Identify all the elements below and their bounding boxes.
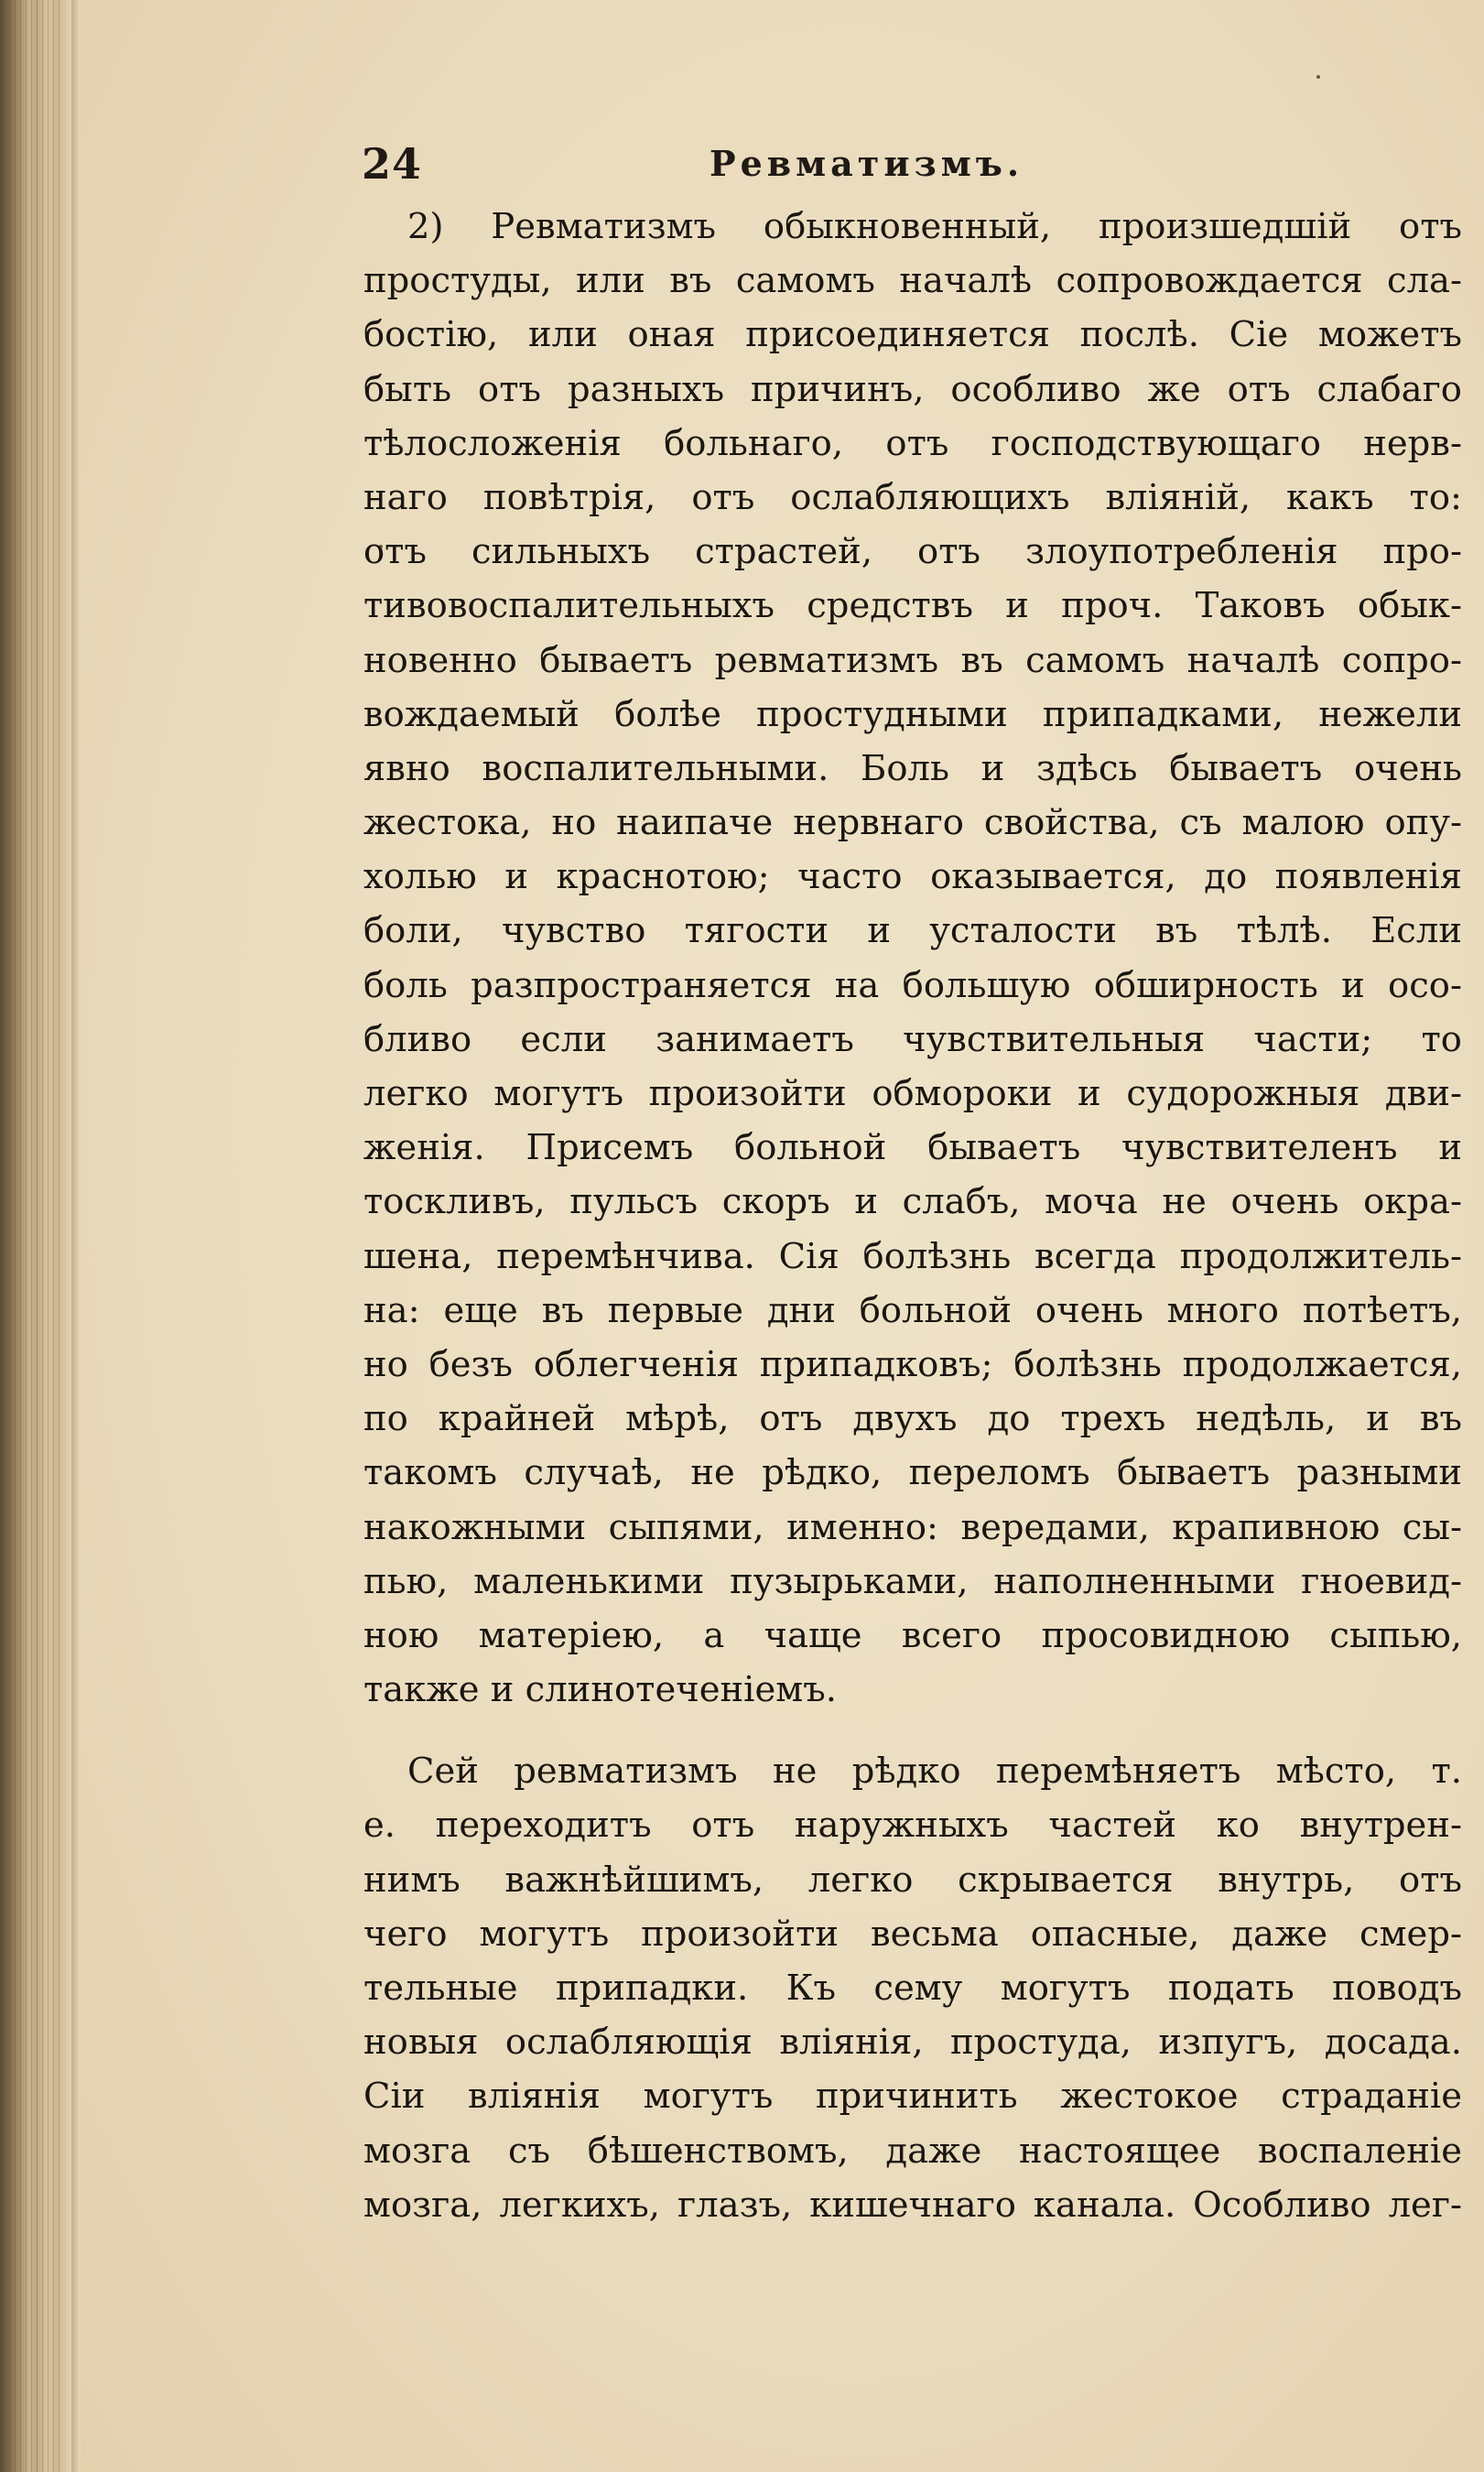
text-line: тельные припадки. Къ сему могутъ подать поводъ <box>363 1968 1462 2009</box>
text-line: явно воспалительными. Боль и здѣсь бываетъ очень <box>363 747 1462 789</box>
text-line: тоскливъ, пульсъ скоръ и слабъ, моча не очень окра‑ <box>363 1181 1462 1223</box>
page-number: 24 <box>362 139 423 189</box>
text-line: наго повѣтрія, отъ ослабляющихъ вліяній, какъ то: <box>363 476 1462 518</box>
text-line: шена, перемѣнчива. Сія болѣзнь всегда продолжитель‑ <box>363 1235 1462 1277</box>
binding-page-edges <box>9 0 64 2472</box>
text-line: женія. Присемъ больной бываетъ чувствителенъ и <box>363 1127 1462 1169</box>
text-line: легко могутъ произойти обмороки и судорожныя дви‑ <box>363 1073 1462 1114</box>
text-line: по крайней мѣрѣ, отъ двухъ до трехъ недѣль, и въ <box>363 1398 1462 1440</box>
text-line: холью и краснотою; часто оказывается, до появленія <box>363 856 1462 898</box>
text-line: боль разпространяется на большую обширность и осо‑ <box>363 964 1462 1006</box>
running-title: Ревматизмъ. <box>710 143 1024 184</box>
text-line: тивовоспалительныхъ средствъ и проч. Таковъ обык‑ <box>363 585 1462 627</box>
text-line: боли, чувство тягости и усталости въ тѣлѣ. Если <box>363 910 1462 952</box>
text-line: тѣлосложенія больнаго, отъ господствующаго нерв‑ <box>363 422 1462 464</box>
text-line: чего могутъ произойти весьма опасные, даже смер‑ <box>363 1913 1462 1955</box>
text-line: нимъ важнѣйшимъ, легко скрывается внутрь, отъ <box>363 1859 1462 1901</box>
text-line: бливо если занимаетъ чувствительныя части; то <box>363 1018 1462 1060</box>
text-line: новыя ослабляющія вліянія, простуда, изпугъ, досада. <box>363 2022 1462 2064</box>
text-line: такомъ случаѣ, не рѣдко, переломъ бываетъ разными <box>363 1452 1462 1494</box>
paragraph-2 <box>363 1744 1462 2232</box>
text-line: простуды, или въ самомъ началѣ сопровождается сла‑ <box>363 260 1462 302</box>
text-line: отъ сильныхъ страстей, отъ злоупотребленія про‑ <box>363 531 1462 573</box>
text-line: новенно бываетъ ревматизмъ въ самомъ началѣ сопро‑ <box>363 639 1462 681</box>
text-line: 2) Ревматизмъ обыкновенный, произшедшій отъ <box>407 206 1462 247</box>
text-line: мозга, легкихъ, глазъ, кишечнаго канала. Особливо лег‑ <box>363 2184 1462 2226</box>
text-line: жестока, но наипаче нервнаго свойства, съ малою опу‑ <box>363 802 1462 844</box>
text-line: ною матеріею, а чаще всего просовидною сыпью, <box>363 1614 1462 1656</box>
page-gutter-shadow <box>71 0 81 2472</box>
text-line: накожными сыпями, именно: вередами, крапивною сы‑ <box>363 1506 1462 1548</box>
page-header <box>362 139 1057 203</box>
text-line: е. переходитъ отъ наружныхъ частей ко внутрен‑ <box>363 1805 1462 1847</box>
text-line: Сіи вліянія могутъ причинить жестокое страданіе <box>363 2076 1462 2118</box>
book-binding <box>0 0 71 2472</box>
text-line: вождаемый болѣе простудными припадками, нежели <box>363 693 1462 735</box>
text-line: пью, маленькими пузырьками, наполненными гноевид‑ <box>363 1560 1462 1602</box>
text-line: мозга съ бѣшенствомъ, даже настоящее воспаленіе <box>363 2130 1462 2172</box>
paragraph-gap <box>363 1717 1462 1744</box>
text-line: бостію, или оная присоединяется послѣ. Сіе можетъ <box>363 314 1462 356</box>
text-line: Сей ревматизмъ не рѣдко перемѣняетъ мѣсто, т. <box>407 1751 1462 1793</box>
paragraph-1 <box>363 200 1462 1717</box>
text-line: но безъ облегченія припадковъ; болѣзнь продолжается, <box>363 1343 1462 1385</box>
text-line: быть отъ разныхъ причинъ, особливо же отъ слабаго <box>363 368 1462 410</box>
body-text <box>363 200 1462 2232</box>
paper-speck <box>1316 75 1320 79</box>
text-line: также и слинотеченіемъ. <box>363 1669 837 1711</box>
text-line: на: еще въ первые дни больной очень много потѣетъ, <box>363 1289 1462 1331</box>
